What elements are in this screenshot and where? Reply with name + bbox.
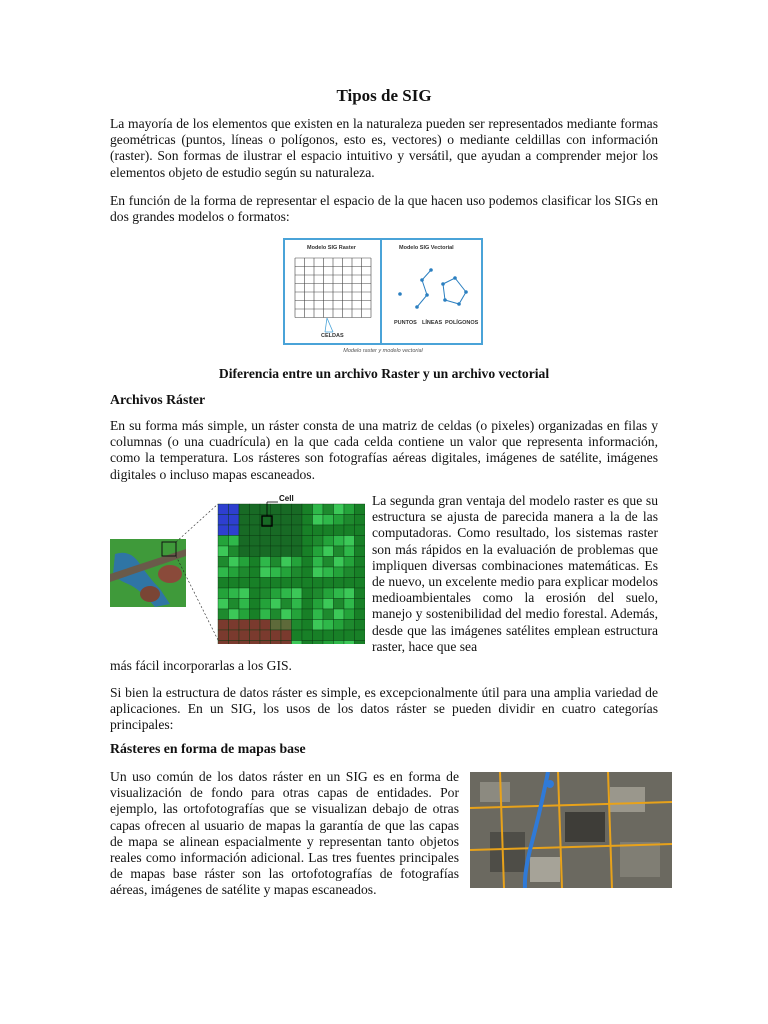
page-title: Tipos de SIG	[336, 86, 432, 105]
advantage-paragraph-end: más fácil incorporarlas a los GIS.	[110, 658, 292, 673]
difference-heading: Diferencia entre un archivo Raster y un archivo vectorial	[218, 366, 550, 381]
archivos-raster-heading: Archivos Ráster	[110, 392, 206, 407]
rasteres-mapas-heading: Rásteres en forma de mapas base	[110, 741, 306, 756]
raster-vector-drawing	[285, 240, 481, 343]
raster-vector-figure	[283, 238, 483, 345]
figure1-caption: Modelo raster y modelo vectorial	[343, 348, 423, 354]
raster-cell-drawing	[110, 494, 365, 644]
celdas-label: CELDAS	[321, 333, 344, 339]
aerial-photo	[470, 772, 672, 888]
cell-label: Cell	[279, 494, 294, 503]
puntos-label: PUNTOS	[394, 320, 417, 326]
raster-model-title: Modelo SIG Raster	[307, 245, 356, 251]
intro-paragraph: La mayoría de los elementos que existen en la naturaleza pueden ser representados mediante formas geométricas (puntos, líneas o polígonos, esto es, vectores) o mediante celdillas con información (raster). Son formas de ilustrar el espacio intuitivo y versátil, que ayudan a comprender mejor los elementos objeto de estudio según su naturaleza.	[110, 116, 658, 180]
lineas-label: LÍNEAS	[422, 320, 443, 326]
raster-definition-paragraph: En su forma más simple, un ráster consta de una matriz de celdas (o pixeles) organizadas en filas y columnas (o una cuadrícula) en la que cada celda contiene un valor que representa información, como la temperatura. Los rásteres son fotografías aéreas digitales, imágenes de satélite, imágenes digitales o incluso mapas escaneados.	[110, 418, 658, 482]
poligonos-label: POLÍGONOS	[445, 320, 479, 326]
raster-cell-figure	[110, 494, 365, 644]
classification-paragraph: En función de la forma de representar el espacio de la que hacen uso podemos clasificar los SIGs en dos grandes modelos o formatos:	[110, 193, 658, 225]
aerial-photo-drawing	[470, 772, 672, 888]
uses-paragraph: Si bien la estructura de datos ráster es simple, es excepcionalmente útil para una amplia variedad de aplicaciones. En un SIG, los usos de los datos ráster se pueden dividir en cuatro categorías principales:	[110, 685, 658, 733]
advantage-paragraph: La segunda gran ventaja del modelo raster es que su estructura se ajusta de parecida manera a la de las computadoras. Como resultado, los sistemas raster son más rápidos en la evaluación de problemas que impliquen diversas combinaciones matemáticas. Es de nuevo, un excelente medio para explicar modelos medioambientales como la erosión del suelo, manejo y sostenibilidad del medio forestal. Además, desde que las imágenes satélites emplean estructura raster, hace que sea	[372, 493, 658, 654]
base-maps-paragraph: Un uso común de los datos ráster en un SIG es en forma de visualización de fondo para otras capas de entidades. Por ejemplo, las ortofotografías que se visualizan debajo de otras capas ofrecen al usuario de mapas la garantía de que las capas de mapa se alinean espacialmente y representan tanto objetos reales como información adicional. Las tres fuentes principales de mapas base ráster son las ortofotografías de fotografías aéreas, imágenes de satélite y mapas escaneados.	[110, 769, 459, 898]
vector-model-title: Modelo SIG Vectorial	[399, 245, 454, 251]
